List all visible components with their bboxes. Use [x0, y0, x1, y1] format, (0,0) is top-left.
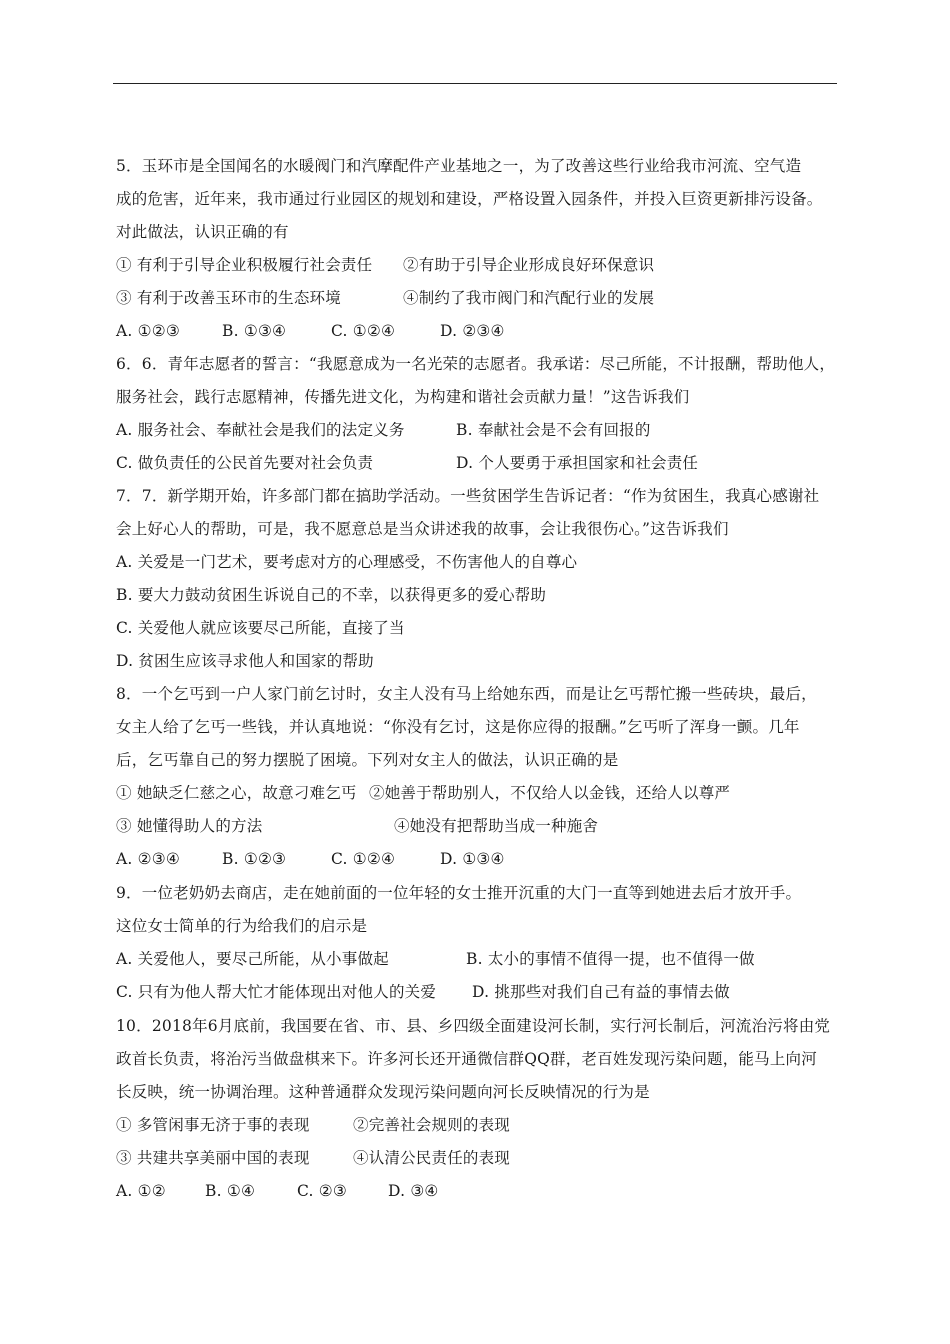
question-stem-line: 长反映，统一协调治理。这种普通群众发现污染问题向河长反映情况的行为是: [116, 1083, 650, 1101]
choice-option: D. 贫困生应该寻求他人和国家的帮助: [116, 652, 374, 670]
question-stem-line: 9．一位老奶奶去商店，走在她前面的一位年轻的女士推开沉重的大门一直等到她进去后才放开手。: [116, 884, 802, 902]
choice-option: A. 关爱是一门艺术，要考虑对方的心理感受，不伤害他人的自尊心: [116, 553, 578, 571]
choice-option: A. 关爱他人，要尽己所能，从小事做起: [116, 950, 389, 968]
question-stem-line: 10．2018年6月底前，我国要在省、市、县、乡四级全面建设河长制，实行河长制后，河流治污将由党: [116, 1017, 831, 1035]
question-stem-line: 服务社会，践行志愿精神，传播先进文化，为构建和谐社会贡献力量！”这告诉我们: [116, 388, 690, 406]
question-stem-line: 后，乞丐靠自己的努力摆脱了困境。下列对女主人的做法，认识正确的是: [116, 751, 619, 769]
statement-row: [116, 783, 731, 803]
choice-row: [116, 1181, 439, 1201]
question-stem-line: 政首长负责，将治污当做盘棋来下。许多河长还开通微信群QQ群，老百姓发现污染问题，能马上向河: [116, 1050, 817, 1068]
choice-option: A. ①②③: [116, 322, 180, 340]
question-stem-line: 会上好心人的帮助，可是，我不愿意总是当众讲述我的故事，会让我很伤心。”这告诉我们: [116, 520, 729, 538]
statement: ②完善社会规则的表现: [353, 1116, 511, 1134]
choice-option: A. 服务社会、奉献社会是我们的法定义务: [116, 421, 405, 439]
statement: ②她善于帮助别人，不仅给人以金钱，还给人以尊严: [369, 784, 731, 802]
statement-row: [116, 288, 655, 308]
statement: ① 多管闲事无济于事的表现: [116, 1116, 310, 1134]
choice-option: D. 个人要勇于承担国家和社会责任: [456, 454, 699, 472]
choice-row: [116, 849, 505, 869]
choice-row: [116, 949, 755, 969]
statement: ③ 共建共享美丽中国的表现: [116, 1149, 310, 1167]
question-stem-line: 成的危害，近年来，我市通过行业园区的规划和建设，严格设置入园条件，并投入巨资更新排污设备。: [116, 190, 823, 208]
statement-row: [116, 1115, 511, 1135]
choice-option: B. 要大力鼓动贫困生诉说自己的不幸，以获得更多的爱心帮助: [116, 586, 547, 604]
question-stem-line: 女主人给了乞丐一些钱，并认真地说：“你没有乞讨，这是你应得的报酬。”乞丐听了浑身一颤。几年: [116, 718, 800, 736]
statement: ②有助于引导企业形成良好环保意识: [403, 256, 655, 274]
choice-option: A. ②③④: [116, 850, 180, 868]
question-stem-line: 7．7．新学期开始，许多部门都在搞助学活动。一些贫困学生告诉记者：“作为贫困生，我真心感谢社: [116, 487, 820, 505]
choice-option: B. 太小的事情不值得一提，也不值得一做: [466, 950, 755, 968]
choice-option: D. ③④: [388, 1182, 439, 1200]
statement: ① 她缺乏仁慈之心，故意刁难乞丐: [116, 784, 357, 802]
choice-row: [116, 982, 730, 1002]
statement: ③ 有利于改善玉环市的生态环境: [116, 289, 341, 307]
statement: ④制约了我市阀门和汽配行业的发展: [403, 289, 655, 307]
question-stem-line: 6．6．青年志愿者的誓言：“我愿意成为一名光荣的志愿者。我承诺：尽己所能，不计报酬，帮助他人，: [116, 355, 836, 373]
choice-row: [116, 453, 699, 473]
choice-option: B. ①②③: [222, 850, 287, 868]
choice-option: C. ①②④: [331, 322, 396, 340]
question-stem-line: 这位女士简单的行为给我们的启示是: [116, 917, 368, 935]
choice-option: C. ①②④: [331, 850, 396, 868]
choice-option: B. ①④: [205, 1182, 256, 1200]
choice-option: A. ①②: [116, 1182, 166, 1200]
question-stem-line: 5．玉环市是全国闻名的水暖阀门和汽摩配件产业基地之一，为了改善这些行业给我市河流、空气造: [116, 157, 802, 175]
statement: ① 有利于引导企业积极履行社会责任: [116, 256, 373, 274]
choice-option: D. ②③④: [440, 322, 505, 340]
choice-option: C. ②③: [297, 1182, 347, 1200]
question-stem-line: 8．一个乞丐到一户人家门前乞讨时，女主人没有马上给她东西，而是让乞丐帮忙搬一些砖块，最后，: [116, 685, 817, 703]
question-stem-line: 对此做法，认识正确的有: [116, 223, 289, 241]
choice-option: B. 奉献社会是不会有回报的: [456, 421, 651, 439]
statement: ③ 她懂得助人的方法: [116, 817, 263, 835]
choice-option: C. 只有为他人帮大忙才能体现出对他人的关爱: [116, 983, 437, 1001]
choice-option: D. 挑那些对我们自己有益的事情去做: [472, 983, 730, 1001]
header-rule: [113, 83, 837, 84]
choice-option: B. ①③④: [222, 322, 287, 340]
choice-row: [116, 420, 651, 440]
choice-row: [116, 321, 505, 341]
choice-option: D. ①③④: [440, 850, 505, 868]
statement-row: [116, 1148, 511, 1168]
statement: ④她没有把帮助当成一种施舍: [394, 817, 599, 835]
statement-row: [116, 816, 599, 836]
choice-option: C. 做负责任的公民首先要对社会负责: [116, 454, 374, 472]
statement: ④认清公民责任的表现: [353, 1149, 511, 1167]
statement-row: [116, 255, 655, 275]
choice-option: C. 关爱他人就应该要尽己所能，直接了当: [116, 619, 405, 637]
